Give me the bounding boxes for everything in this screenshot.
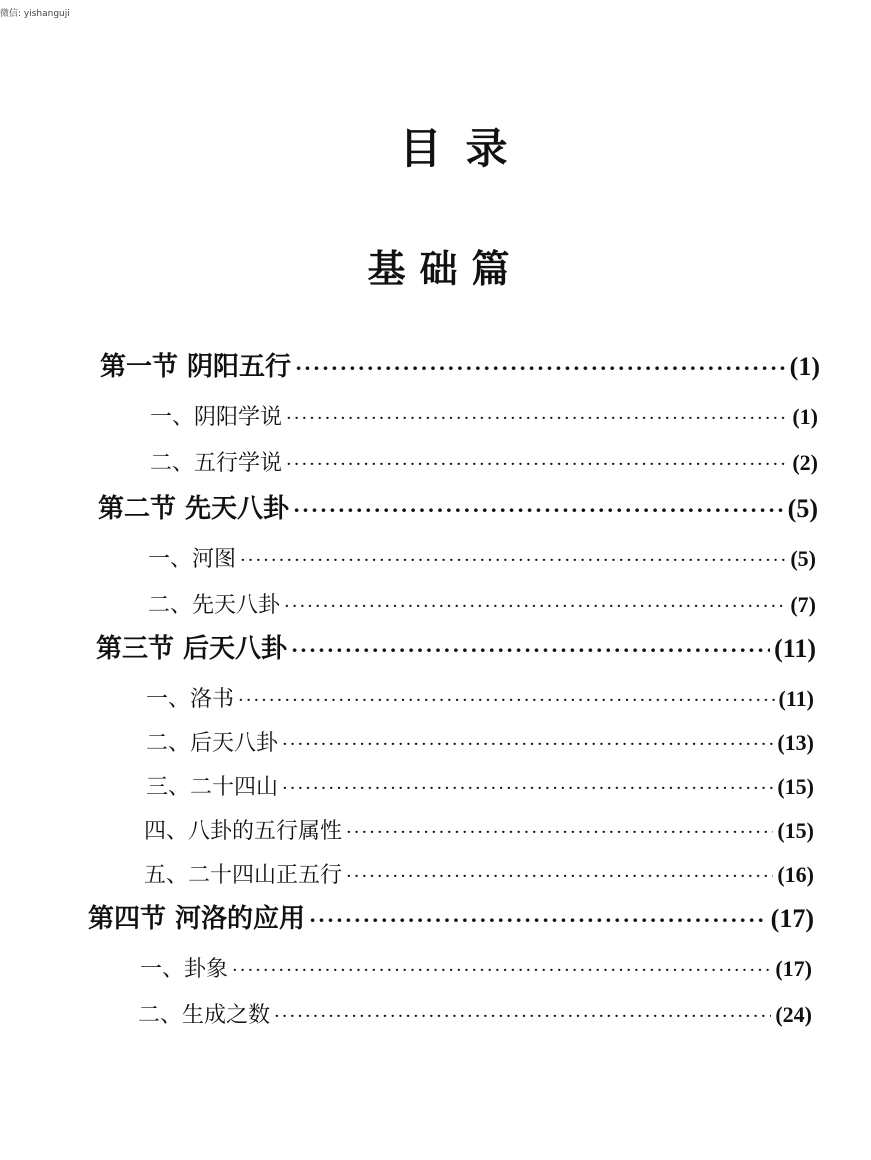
dot-leader: [286, 454, 788, 475]
toc-page-number: (17): [770, 904, 814, 933]
toc-label: 二、五行学说: [150, 451, 283, 476]
dot-leader: [309, 908, 767, 932]
page-title: 目录: [399, 124, 532, 173]
toc-page-number: (16): [777, 862, 814, 887]
watermark-text: 微信: yishanguji: [0, 9, 70, 19]
toc-page-number: (15): [777, 818, 814, 843]
toc-page-number: (17): [775, 956, 812, 981]
toc-label: 五、二十四山正五行: [144, 863, 343, 888]
toc-label: 一、河图: [148, 547, 237, 572]
toc-label: 二、后天八卦: [146, 731, 279, 756]
toc-entry[interactable]: [150, 446, 818, 477]
dot-leader: [286, 408, 788, 429]
toc-page-number: (24): [775, 1002, 812, 1027]
dot-leader: [282, 778, 773, 799]
toc-label: 一、卦象: [140, 957, 229, 982]
dot-leader: [282, 734, 773, 755]
toc-label: 一、洛书: [146, 687, 235, 712]
toc-section-4[interactable]: [88, 898, 814, 935]
toc-entry[interactable]: [144, 814, 814, 845]
toc-page-number: (1): [792, 404, 818, 429]
dot-leader: [238, 690, 775, 711]
dot-leader: [295, 356, 786, 380]
toc-page-number: (13): [777, 730, 814, 755]
toc-page-number: (7): [790, 592, 816, 617]
toc-entry[interactable]: [144, 858, 814, 889]
toc-page-number: (5): [790, 546, 816, 571]
toc-page-number: (11): [774, 634, 816, 663]
toc-label: 一、阴阳学说: [150, 405, 283, 430]
toc-label: 二、先天八卦: [148, 593, 281, 618]
toc-entry[interactable]: [148, 588, 816, 619]
toc-label: 第二节 先天八卦: [98, 494, 290, 524]
toc-label: 四、八卦的五行属性: [144, 819, 343, 844]
dot-leader: [240, 550, 786, 571]
toc-section-3[interactable]: [96, 628, 816, 665]
toc-section-2[interactable]: [98, 488, 818, 525]
toc-label: 三、二十四山: [146, 775, 279, 800]
toc-section-1[interactable]: [100, 346, 820, 383]
toc-entry[interactable]: [138, 998, 812, 1029]
toc-page-number: (1): [789, 352, 820, 381]
dot-leader: [291, 638, 770, 662]
dot-leader: [346, 866, 773, 887]
dot-leader: [274, 1006, 771, 1027]
toc-page-number: (5): [787, 494, 818, 523]
toc-page-number: (11): [778, 686, 814, 711]
toc-label: 第一节 阴阳五行: [100, 352, 292, 382]
toc-entry[interactable]: [146, 770, 814, 801]
toc-entry[interactable]: [146, 726, 814, 757]
dot-leader: [284, 596, 786, 617]
toc-page-number: (15): [777, 774, 814, 799]
dot-leader: [293, 498, 784, 522]
dot-leader: [232, 960, 771, 981]
toc-page-number: (2): [792, 450, 818, 475]
toc-entry[interactable]: [140, 952, 812, 983]
toc-entry[interactable]: [146, 682, 814, 713]
part-title: 基础篇: [367, 247, 524, 291]
toc-entry[interactable]: [150, 400, 818, 431]
toc-label: 第三节 后天八卦: [96, 634, 288, 664]
toc-label: 第四节 河洛的应用: [88, 904, 306, 934]
dot-leader: [346, 822, 773, 843]
toc-entry[interactable]: [148, 542, 816, 573]
toc-label: 二、生成之数: [138, 1003, 271, 1028]
